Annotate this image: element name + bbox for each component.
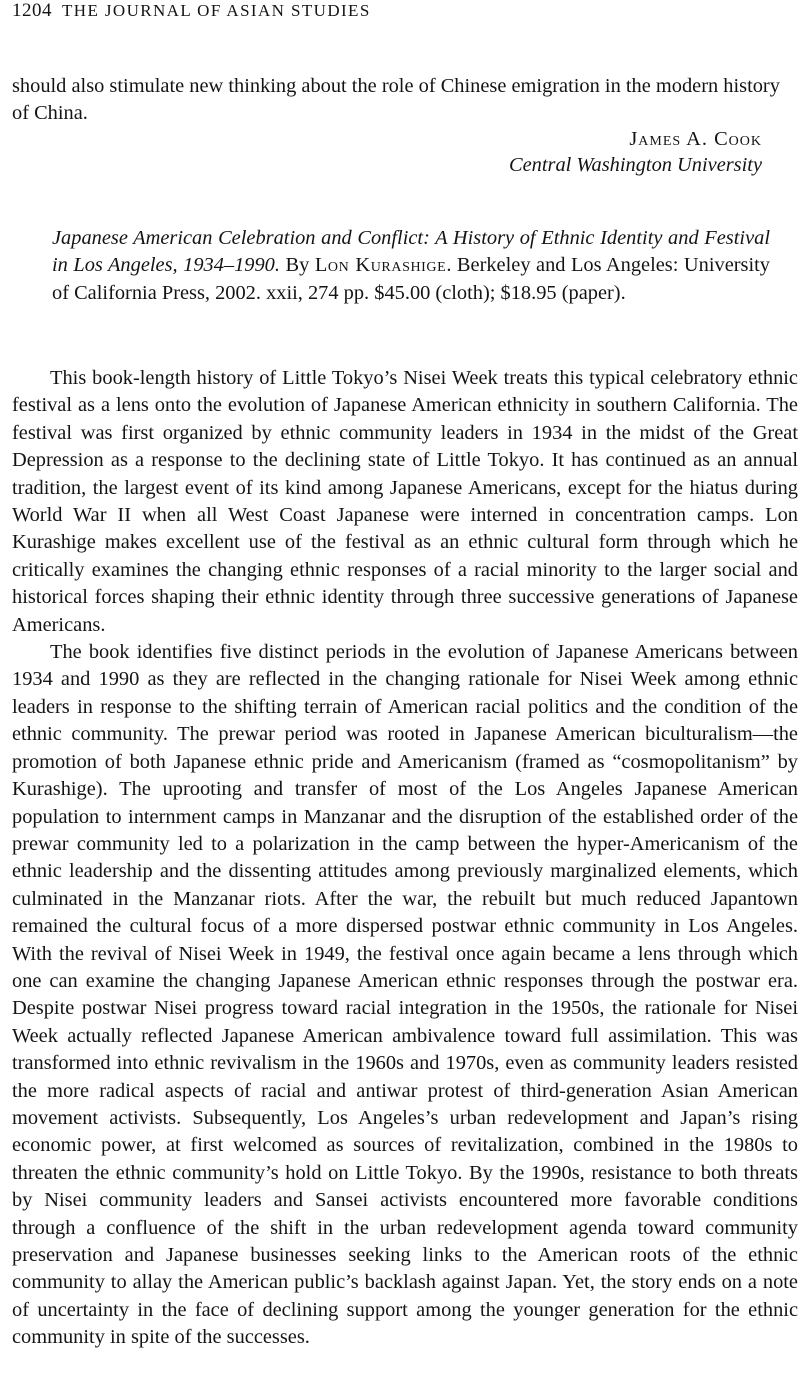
publication-details: . Berkeley and Los Angeles: University of California Press, 2002. xxii, 274 pp. $45.00 (cloth); $18.95 (paper). xyxy=(52,254,770,304)
previous-review-closing-text: should also stimulate new thinking about the role of Chinese emigration in the modern history of China. xyxy=(12,75,780,125)
review-paragraph-1: This book-length history of Little Tokyo’s Nisei Week treats this typical celebratory ethnic festival as a lens onto the evolution of Japanese American ethnicity in southern California. The festival was first organized by ethnic community leaders in 1934 in the midst of the Great Depression as a response to the declining state of Little Tokyo. It has continued as an annual tradition, the largest event of its kind among Japanese Americans, except for the hiatus during World War II when all West Coast Japanese were interned in concentration camps. Lon Kurashige makes excellent use of the festival as an ethnic cultural form through which he critically examines the changing ethnic responses of a racial minority to the larger social and historical forces shaping their ethnic identity through three successive generations of Japanese Americans. xyxy=(12,367,798,636)
journal-title: THE JOURNAL OF ASIAN STUDIES xyxy=(62,1,371,20)
by-label: By xyxy=(285,254,310,277)
running-head xyxy=(12,0,371,24)
reviewer-signature xyxy=(509,126,762,178)
reviewer-name: James A. Cook xyxy=(629,128,762,150)
book-title: Japanese American Celebration and Conflict: A History of Ethnic Identity and Festival in Los Angeles, 1934–1990. xyxy=(52,227,770,277)
page-number: 1204 xyxy=(12,0,52,21)
review-body xyxy=(12,365,798,1352)
reviewer-affiliation: Central Washington University xyxy=(509,154,762,176)
review-paragraph-2: The book identifies five distinct periods in the evolution of Japanese Americans between 1934 and 1990 as they are reflected in the changing rationale for Nisei Week among ethnic leaders in response to the shifting terrain of American racial politics and the condition of the ethnic community. The prewar period was rooted in Japanese American biculturalism—the promotion of both Japanese ethnic pride and Americanism (framed as “cosmopolitanism” by Kurashige). The uprooting and transfer of most of the Los Angeles Japanese American population to internment camps in Manzanar and the disruption of the established order of the prewar community led to a polarization in the camp between the hyper-Americanism of the ethnic leadership and the dissenting attitudes among previously marginalized elements, which culminated in the Manzanar riots. After the war, the rebuilt but much reduced Japantown remained the cultural focus of a more dispersed postwar ethnic community in Los Angeles. With the revival of Nisei Week in 1949, the festival once again became a lens through which one can examine the changing Japanese American ethnic responses through the postwar era. Despite postwar Nisei progress toward racial integration in the 1950s, the rationale for Nisei Week actually reflected Japanese American ambivalence toward full assimilation. This was transformed into ethnic revivalism in the 1960s and 1970s, even as community leaders resisted the more radical aspects of racial and antiwar protest of third-generation Asian American movement activists. Subsequently, Los Angeles’s urban redevelopment and Japan’s rising economic power, at first welcomed as sources of revitalization, combined in the 1980s to threaten the ethnic community’s hold on Little Tokyo. By the 1990s, resistance to both threats by Nisei community leaders and Sansei activists encountered more favorable conditions through a confluence of the shift in the urban redevelopment agenda toward community preservation and Japanese businesses seeking links to the American roots of the ethnic community to allay the American public’s backlash against Japan. Yet, the story ends on a note of uncertainty in the face of declining support among the younger generation for the ethnic community in spite of the successes. xyxy=(12,641,798,1349)
book-citation xyxy=(52,225,770,307)
book-author: Lon Kurashige xyxy=(314,254,447,277)
